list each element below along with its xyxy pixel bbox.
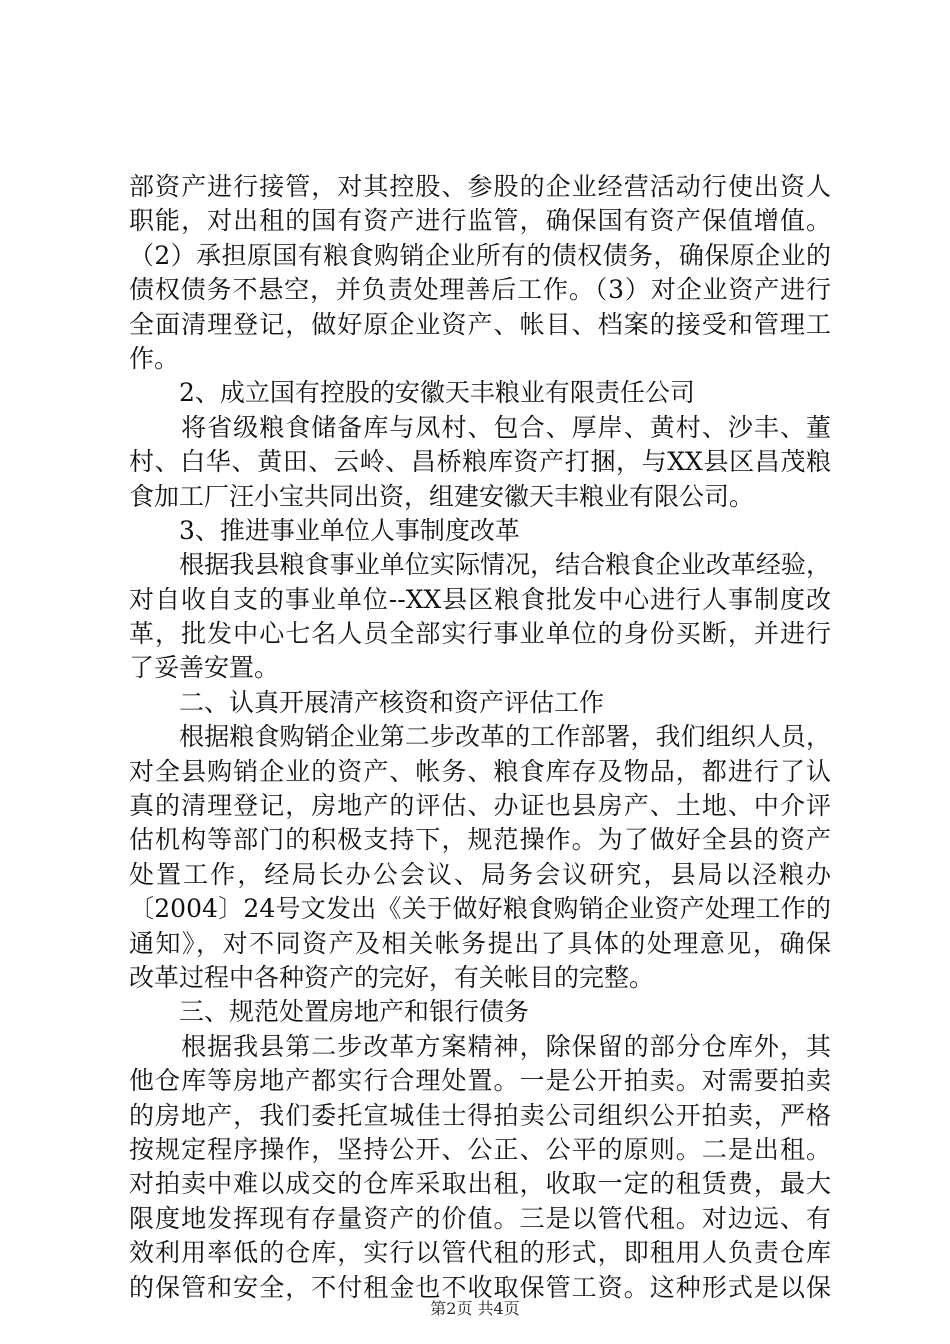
text-line: 二、认真开展清产核资和资产评估工作: [129, 687, 605, 717]
text-line: 了妥善安置。: [129, 653, 280, 683]
text-line: 食加工厂汪小宝共同出资，组建安徽天丰粮业有限公司。: [129, 481, 755, 511]
text-line: 债权债务不悬空，并负责处理善后工作。（3）对企业资产进行: [129, 275, 831, 305]
document-body: [129, 170, 831, 1305]
text-line: 对全县购销企业的资产、帐务、粮食库存及物品，都进行了认: [129, 756, 831, 786]
text-line: 真的清理登记，房地产的评估、办证也县房产、土地、中介评: [129, 791, 831, 821]
text-line: 3、推进事业单位人事制度改革: [129, 515, 520, 545]
text-line: 改革过程中各种资产的完好，有关帐目的完整。: [129, 962, 655, 992]
text-line: 的保管和安全，不付租金也不收取保管工资。这种形式是以保: [129, 1272, 831, 1302]
text-line: 对拍卖中难以成交的仓库采取出租，收取一定的租赁费，最大: [129, 1169, 831, 1199]
text-line: 效利用率低的仓库，实行以管代租的形式，即租用人负责仓库: [129, 1238, 831, 1268]
text-line: 职能，对出租的国有资产进行监管，确保国有资产保值增值。: [129, 206, 831, 236]
text-line: 按规定程序操作，坚持公开、公正、公平的原则。二是出租。: [129, 1134, 831, 1164]
text-line: 根据我县粮食事业单位实际情况，结合粮食企业改革经验，: [129, 550, 831, 580]
text-line: 对自收自支的事业单位--XX县区粮食批发中心进行人事制度改: [129, 584, 831, 614]
text-line: 根据我县第二步改革方案精神，除保留的部分仓库外，其: [129, 1031, 831, 1061]
text-line: 他仓库等房地产都实行合理处置。一是公开拍卖。对需要拍卖: [129, 1066, 831, 1096]
text-line: 将省级粮食储备库与凤村、包合、厚岸、黄村、沙丰、董: [129, 412, 831, 442]
page-footer: 第2页 共4页: [430, 1299, 520, 1318]
text-line: 的房地产，我们委托宣城佳士得拍卖公司组织公开拍卖，严格: [129, 1100, 831, 1130]
text-line: 全面清理登记，做好原企业资产、帐目、档案的接受和管理工: [129, 309, 831, 339]
text-line: 根据粮食购销企业第二步改革的工作部署，我们组织人员，: [129, 722, 831, 752]
text-line: 三、规范处置房地产和银行债务: [129, 997, 530, 1027]
text-line: 村、白华、黄田、云岭、昌桥粮库资产打捆，与XX县区昌茂粮: [129, 447, 831, 477]
text-line: 〔2004〕24号文发出《关于做好粮食购销企业资产处理工作的: [129, 894, 831, 924]
text-line: （2）承担原国有粮食购销企业所有的债权债务，确保原企业的: [129, 240, 831, 270]
text-line: 估机构等部门的积极支持下，规范操作。为了做好全县的资产: [129, 825, 831, 855]
text-line: 处置工作，经局长办公会议、局务会议研究，县局以泾粮办: [129, 859, 831, 889]
text-line: 革，批发中心七名人员全部实行事业单位的身份买断，并进行: [129, 619, 831, 649]
text-line: 通知》，对不同资产及相关帐务提出了具体的处理意见，确保: [129, 928, 831, 958]
text-line: 部资产进行接管，对其控股、参股的企业经营活动行使出资人: [129, 172, 831, 201]
text-line: 限度地发挥现有存量资产的价值。三是以管代租。对边远、有: [129, 1203, 831, 1233]
text-line: 2、成立国有控股的安徽天丰粮业有限责任公司: [129, 378, 695, 408]
text-line: 作。: [129, 343, 180, 373]
